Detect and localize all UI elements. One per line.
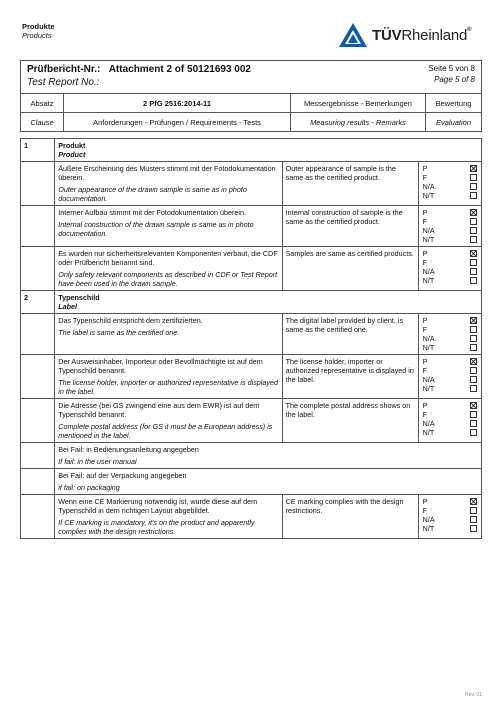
evaluation-checkbox[interactable] [470,402,477,409]
section-title-cell [55,139,482,162]
evaluation-label: N/T [422,384,435,393]
clause-cell [21,162,55,206]
requirement-en: Only safety relevant components as described in CDF or Test Report have been used in the drawn sample. [58,270,278,288]
evaluation-label: N/A [422,334,435,343]
col-standard: 2 PfG 2516:2014-11 [64,94,291,113]
evaluation-checkbox[interactable] [470,250,477,257]
clause-cell [21,314,55,355]
evaluation-label: N/A [422,375,435,384]
evaluation-label: N/T [422,524,435,533]
evaluation-checkbox[interactable] [470,367,477,374]
column-header-table [20,93,482,132]
evaluation-label: N/T [422,343,435,352]
evaluation-label: N/A [422,226,435,235]
evaluation-checkbox[interactable] [470,209,477,216]
evaluation-option [423,366,477,375]
requirement-de: Der Ausweisinhaber, Importeur oder Bevollmächtigte ist auf dem Typenschild benannt. [58,357,263,375]
section-title-de: Typenschild [58,293,100,302]
evaluation-label: F [422,258,428,267]
evaluation-cell [418,247,481,291]
requirement-cell [55,247,282,291]
evaluation-checkbox[interactable] [470,268,477,275]
col-bewertung: Bewertung [426,94,482,113]
evaluation-label: P [422,357,428,366]
result-cell: Outer appearance of sample is the same as the certified product. [282,162,418,206]
evaluation-label: N/T [422,276,435,285]
clause-cell [21,355,55,399]
table-row [21,443,482,469]
report-number-de: Prüfbericht-Nr.: Attachment 2 of 50121693 002 [27,64,251,75]
result-cell: The complete postal address shows on the label. [282,399,418,443]
evaluation-cell [418,162,481,206]
evaluation-label: N/A [422,419,435,428]
page-number-en: Page 5 of 8 [434,75,475,84]
section-title-cell [55,291,482,314]
evaluation-option [423,334,477,343]
table-row [21,247,482,291]
revision-note: Rev. 01 [465,692,482,698]
evaluation-label: N/T [422,235,435,244]
table-row [21,495,482,539]
requirement-de: Bei Fail: auf der Verpackung angegeben [58,471,187,480]
table-row [21,469,482,495]
page-number-de: Seite 5 von 8 [428,64,475,73]
evaluation-option [423,357,477,366]
result-cell: CE marking complies with the design restrictions. [282,495,418,539]
report-number-en: Test Report No.: [27,77,100,88]
requirement-en: The license holder, importer or authorized representative is displayed in the label. [58,378,278,396]
evaluation-option [423,191,477,200]
requirement-en: if fail: on packaging [58,483,120,492]
requirement-cell [55,399,282,443]
evaluation-checkbox[interactable] [470,218,477,225]
table-row [21,206,482,247]
col-evaluation: Evaluation [426,113,482,132]
evaluation-checkbox[interactable] [470,227,477,234]
evaluation-checkbox[interactable] [470,429,477,436]
result-cell: Samples are same as certified products. [282,247,418,291]
evaluation-option [423,217,477,226]
evaluation-option [423,267,477,276]
evaluation-checkbox[interactable] [470,277,477,284]
requirement-en: Outer appearance of the drawn sample is same as in photo documentation. [58,185,247,203]
evaluation-option [423,410,477,419]
requirement-cell [55,314,282,355]
evaluation-cell [418,399,481,443]
evaluation-checkbox[interactable] [470,385,477,392]
evaluation-option [423,515,477,524]
report-header-box [20,60,482,94]
col-messergebnisse: Messergebnisse - Bemerkungen [291,94,426,113]
evaluation-label: N/T [422,191,435,200]
clause-cell [21,443,55,469]
evaluation-label: F [422,366,428,375]
evaluation-label: N/A [422,267,435,276]
requirement-en: The label is same as the certified one. [58,328,180,337]
evaluation-label: F [422,173,428,182]
clause-cell [21,469,55,495]
evaluation-label: P [422,208,428,217]
requirement-de: Die Adresse (bei GS zwingend eine aus dem EWR) ist auf dem Typenschild benannt. [58,401,260,419]
evaluation-label: P [422,164,428,173]
requirement-cell [55,469,482,495]
evaluation-option [423,343,477,352]
table-row [21,399,482,443]
evaluation-checkbox[interactable] [470,236,477,243]
requirement-cell [55,162,282,206]
evaluation-cell [418,355,481,399]
evaluation-label: F [422,506,428,515]
evaluation-option [423,401,477,410]
evaluation-checkbox[interactable] [470,259,477,266]
evaluation-option [423,497,477,506]
evaluation-checkbox[interactable] [470,498,477,505]
section-title-de: Produkt [58,141,86,150]
evaluation-option [423,316,477,325]
evaluation-label: F [422,410,428,419]
evaluation-option [423,419,477,428]
evaluation-checkbox[interactable] [470,192,477,199]
evaluation-checkbox[interactable] [470,165,477,172]
table-row [21,314,482,355]
requirement-en: If CE marking is mandatory, it's on the product and apparently complies with the design restrictions. [58,518,255,536]
evaluation-checkbox[interactable] [470,344,477,351]
evaluation-cell [418,206,481,247]
requirement-de: Bei Fail: in Bedienungsanleitung angegeben [58,445,199,454]
col-measuring: Measuring results - Remarks [291,113,426,132]
evaluation-option [423,235,477,244]
requirement-en: If fail: in the user manual [58,457,137,466]
requirement-de: Äußere Erscheinung des Musters stimmt mit der Fotodokumentation überein. [58,164,276,182]
section-title-en: Label [58,302,78,311]
evaluation-option [423,258,477,267]
tuv-logo [338,22,471,48]
evaluation-label: F [422,217,428,226]
evaluation-checkbox[interactable] [470,376,477,383]
evaluation-option [423,428,477,437]
evaluation-option [423,375,477,384]
evaluation-checkbox[interactable] [470,183,477,190]
requirements-table [20,138,482,539]
evaluation-checkbox[interactable] [470,335,477,342]
table-row [21,162,482,206]
products-label-de: Produkte [22,22,55,31]
evaluation-option [423,208,477,217]
requirement-cell [55,495,282,539]
evaluation-checkbox[interactable] [470,317,477,324]
section-row [21,139,482,162]
evaluation-checkbox[interactable] [470,174,477,181]
evaluation-label: F [422,325,428,334]
evaluation-option [423,524,477,533]
evaluation-option [423,182,477,191]
evaluation-checkbox[interactable] [470,516,477,523]
evaluation-checkbox[interactable] [470,326,477,333]
evaluation-checkbox[interactable] [470,411,477,418]
evaluation-checkbox[interactable] [470,507,477,514]
evaluation-option [423,226,477,235]
evaluation-option [423,276,477,285]
result-cell: The digital label provided by client, is same as the certified one. [282,314,418,355]
requirement-de: Das Typenschild entspricht dem zertifizierten. [58,316,203,325]
evaluation-label: N/T [422,428,435,437]
requirement-en: Internal construction of the drawn sample is same as in photo documentation. [58,220,254,238]
evaluation-label: P [422,316,428,325]
evaluation-option [423,173,477,182]
evaluation-cell [418,495,481,539]
evaluation-option [423,506,477,515]
section-title-en: Product [58,150,86,159]
clause-cell [21,399,55,443]
evaluation-checkbox[interactable] [470,420,477,427]
col-clause: Clause [21,113,64,132]
evaluation-label: N/A [422,182,435,191]
requirement-en: Complete postal address (for GS it must be a European address) is mentioned in the label. [58,422,273,440]
section-number: 2 [21,291,55,314]
section-row [21,291,482,314]
requirement-cell [55,206,282,247]
result-cell: Internal construction of sample is the same as the certified product. [282,206,418,247]
requirement-de: Interner Aufbau stimmt mit der Fotodokumentation überein. [58,208,247,217]
logo-text: TÜVRheinland® [372,26,472,44]
clause-cell [21,247,55,291]
triangle-logo-icon [338,22,368,48]
requirement-de: Wenn eine CE Markierung notwendig ist, wurde diese auf dem Typenschild in dem richtigen Layout abgebildet. [58,497,258,515]
evaluation-option [423,384,477,393]
evaluation-cell [418,314,481,355]
evaluation-label: P [422,249,428,258]
clause-cell [21,206,55,247]
result-cell: The license holder, importer or authorized representative is displayed in the label. [282,355,418,399]
evaluation-option [423,164,477,173]
col-requirements: Anforderungen - Prüfungen / Requirements - Tests [64,113,291,132]
evaluation-checkbox[interactable] [470,358,477,365]
products-label-en: Products [22,31,52,40]
evaluation-label: P [422,401,428,410]
requirement-cell [55,355,282,399]
clause-cell [21,495,55,539]
evaluation-option [423,325,477,334]
evaluation-checkbox[interactable] [470,525,477,532]
requirement-de: Es wurden nur sicherheitsrelevanten Komponenten verbaut, die CDF oder Prüfbericht benannt sind. [58,249,278,267]
header-products [22,22,55,40]
requirement-cell [55,443,482,469]
col-absatz: Absatz [21,94,64,113]
table-row [21,355,482,399]
section-number: 1 [21,139,55,162]
evaluation-label: N/A [422,515,435,524]
evaluation-label: P [422,497,428,506]
evaluation-option [423,249,477,258]
